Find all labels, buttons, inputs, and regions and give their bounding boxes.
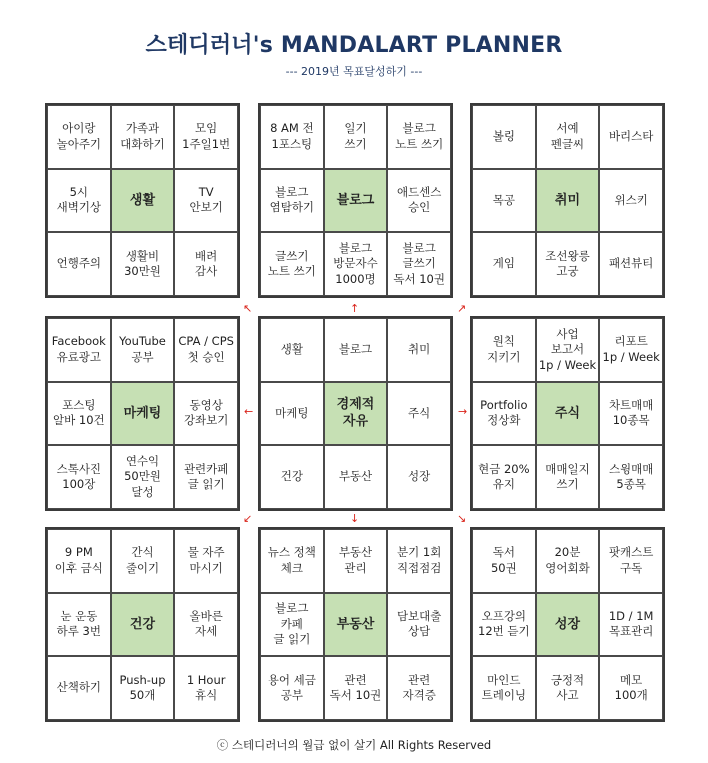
goal-cell: 관련 자격증 [387, 656, 451, 720]
goal-cell: 조선왕릉 고궁 [536, 232, 600, 296]
goal-cell: 목공 [472, 169, 536, 233]
goal-cell: 간식 줄이기 [111, 529, 175, 593]
block-blog [258, 103, 453, 298]
arrow-down-right-icon: ↘ [457, 512, 467, 525]
goal-cell: 생활비 30만원 [111, 232, 175, 296]
block-center-goal: 블로그 [324, 169, 388, 233]
block-center-goal: 경제적 자유 [324, 382, 388, 446]
block-center-goal: 부동산 [324, 593, 388, 657]
arrow-down-left-icon: ↙ [243, 512, 253, 525]
goal-cell: 언행주의 [47, 232, 111, 296]
block-life [45, 103, 240, 298]
goal-cell: 사업 보고서 1p / Week [536, 318, 600, 382]
block-growth [470, 527, 665, 722]
block-center-goal: 주식 [536, 382, 600, 446]
goal-cell: 스톡사진 100장 [47, 445, 111, 509]
goal-cell: 메모 100개 [599, 656, 663, 720]
goal-cell: 9 PM 이후 금식 [47, 529, 111, 593]
arrow-up-left-icon: ↖ [243, 302, 253, 315]
goal-cell: TV 안보기 [174, 169, 238, 233]
goal-cell: 1 Hour 휴식 [174, 656, 238, 720]
goal-cell: 담보대출 상담 [387, 593, 451, 657]
copyright-footer: ⓒ 스테디러너의 월급 없이 살기 All Rights Reserved [216, 738, 492, 752]
goal-cell: 블로그 카페 글 읽기 [260, 593, 324, 657]
goal-cell: 뉴스 정책 체크 [260, 529, 324, 593]
goal-cell: 관련 독서 10권 [324, 656, 388, 720]
goal-cell: 바리스타 [599, 105, 663, 169]
goal-cell: 주식 [387, 382, 451, 446]
arrow-up-icon: ↑ [350, 302, 360, 315]
goal-cell: 포스팅 알바 10건 [47, 382, 111, 446]
goal-cell: 가족과 대화하기 [111, 105, 175, 169]
block-center-goal: 마케팅 [111, 382, 175, 446]
goal-cell: 눈 운동 하루 3번 [47, 593, 111, 657]
goal-cell: 아이랑 놀아주기 [47, 105, 111, 169]
block-core [258, 316, 453, 511]
goal-cell: 마인드 트레이닝 [472, 656, 536, 720]
block-center-goal: 취미 [536, 169, 600, 233]
block-realestate [258, 527, 453, 722]
goal-cell: 동영상 강좌보기 [174, 382, 238, 446]
goal-cell: Portfolio 정상화 [472, 382, 536, 446]
goal-cell: 오프강의 12번 듣기 [472, 593, 536, 657]
arrow-right-icon: → [458, 405, 468, 418]
arrow-up-right-icon: ↗ [457, 302, 467, 315]
goal-cell: 게임 [472, 232, 536, 296]
goal-cell: 마케팅 [260, 382, 324, 446]
goal-cell: 건강 [260, 445, 324, 509]
goal-cell: 1D / 1M 목표관리 [599, 593, 663, 657]
goal-cell: 관련카페 글 읽기 [174, 445, 238, 509]
goal-cell: 용어 세금 공부 [260, 656, 324, 720]
goal-cell: 위스키 [599, 169, 663, 233]
goal-cell: 현금 20% 유지 [472, 445, 536, 509]
arrow-down-icon: ↓ [350, 512, 360, 525]
goal-cell: 리포트 1p / Week [599, 318, 663, 382]
goal-cell: 블로그 염탐하기 [260, 169, 324, 233]
goal-cell: 연수익 50만원 달성 [111, 445, 175, 509]
goal-cell: 취미 [387, 318, 451, 382]
goal-cell: 올바른 자세 [174, 593, 238, 657]
goal-cell: 부동산 [324, 445, 388, 509]
goal-cell: 블로그 [324, 318, 388, 382]
arrow-left-icon: ← [244, 405, 254, 418]
goal-cell: 생활 [260, 318, 324, 382]
goal-cell: 서예 펜글씨 [536, 105, 600, 169]
block-hobby [470, 103, 665, 298]
goal-cell: 물 자주 마시기 [174, 529, 238, 593]
goal-cell: 글쓰기 노트 쓰기 [260, 232, 324, 296]
goal-cell: CPA / CPS 첫 승인 [174, 318, 238, 382]
block-center-goal: 생활 [111, 169, 175, 233]
goal-cell: 원칙 지키기 [472, 318, 536, 382]
block-center-goal: 성장 [536, 593, 600, 657]
goal-cell: 블로그 글쓰기 독서 10권 [387, 232, 451, 296]
goal-cell: 긍정적 사고 [536, 656, 600, 720]
goal-cell: 볼링 [472, 105, 536, 169]
goal-cell: 스윙매매 5종목 [599, 445, 663, 509]
goal-cell: 5시 새벽기상 [47, 169, 111, 233]
page-title: 스테디러너's MANDALART PLANNER [145, 33, 563, 58]
goal-cell: 산책하기 [47, 656, 111, 720]
goal-cell: 일기 쓰기 [324, 105, 388, 169]
goal-cell: 매매일지 쓰기 [536, 445, 600, 509]
goal-cell: 패션뷰티 [599, 232, 663, 296]
goal-cell: 팟캐스트 구독 [599, 529, 663, 593]
block-health [45, 527, 240, 722]
goal-cell: 성장 [387, 445, 451, 509]
goal-cell: 배려 감사 [174, 232, 238, 296]
goal-cell: Facebook 유료광고 [47, 318, 111, 382]
goal-cell: 블로그 방문자수 1000명 [324, 232, 388, 296]
goal-cell: YouTube 공부 [111, 318, 175, 382]
goal-cell: 분기 1회 직접점검 [387, 529, 451, 593]
goal-cell: 차트매매 10종목 [599, 382, 663, 446]
goal-cell: 애드센스 승인 [387, 169, 451, 233]
goal-cell: 부동산 관리 [324, 529, 388, 593]
goal-cell: 블로그 노트 쓰기 [387, 105, 451, 169]
goal-cell: Push-up 50개 [111, 656, 175, 720]
goal-cell: 모임 1주일1번 [174, 105, 238, 169]
goal-cell: 20분 영어회화 [536, 529, 600, 593]
goal-cell: 독서 50권 [472, 529, 536, 593]
block-marketing [45, 316, 240, 511]
block-center-goal: 건강 [111, 593, 175, 657]
page-subtitle: --- 2019년 목표달성하기 --- [285, 65, 423, 78]
block-stock [470, 316, 665, 511]
goal-cell: 8 AM 전 1포스팅 [260, 105, 324, 169]
